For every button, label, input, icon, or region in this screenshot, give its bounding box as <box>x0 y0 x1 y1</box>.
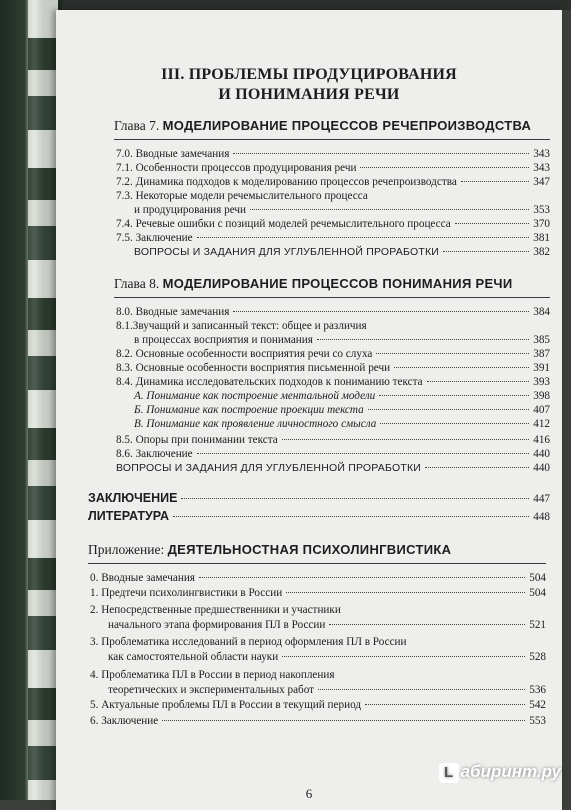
toc-entry[interactable]: 8.5. Опоры при понимании текста 416 <box>116 434 550 446</box>
toc-entry-line: 8.1.Звучащий и записанный текст: общее и различия <box>116 320 367 332</box>
toc-entry[interactable]: 7.5. Заключение 381 <box>116 232 550 244</box>
chapter-8-title: МОДЕЛИРОВАНИЕ ПРОЦЕССОВ ПОНИМАНИЯ РЕЧИ <box>162 276 513 291</box>
page-number: 6 <box>305 786 313 801</box>
toc-entry[interactable]: 6. Заключение 553 <box>90 715 546 727</box>
toc-entry[interactable]: 8.3. Основные особенности восприятия письменной речи 391 <box>116 362 550 374</box>
toc-entry[interactable]: В. Понимание как проявление личностного смысла 412 <box>134 418 550 430</box>
toc-entry[interactable]: ВОПРОСЫ И ЗАДАНИЯ ДЛЯ УГЛУБЛЕННОЙ ПРОРАБОТКИ 440 <box>116 462 550 474</box>
toc-entry-line: 4. Проблематика ПЛ в России в период накопления <box>90 669 335 681</box>
chapter-8-rule <box>114 297 550 298</box>
toc-entry[interactable]: 7.1. Особенности процессов продуцирования речи 343 <box>116 162 550 174</box>
chapter-8-prefix: Глава 8. <box>114 276 160 291</box>
toc-literature[interactable]: ЛИТЕРАТУРА 448 <box>88 509 550 523</box>
part-title-line1: III. ПРОБЛЕМЫ ПРОДУЦИРОВАНИЯ <box>161 66 457 83</box>
toc-entry[interactable]: 0. Вводные замечания 504 <box>90 572 546 584</box>
toc-conclusion[interactable]: ЗАКЛЮЧЕНИЕ 447 <box>88 491 550 505</box>
chapter-7-title: МОДЕЛИРОВАНИЕ ПРОЦЕССОВ РЕЧЕПРОИЗВОДСТВА <box>162 118 532 133</box>
chapter-7-prefix: Глава 7. <box>114 118 160 133</box>
toc-entry[interactable]: 1. Предтечи психолингвистики в России 504 <box>90 587 546 599</box>
appendix-title: ДЕЯТЕЛЬНОСТНАЯ ПСИХОЛИНГВИСТИКА <box>167 542 452 557</box>
appendix-heading <box>88 542 451 558</box>
toc-entry[interactable]: 7.2. Динамика подходов к моделированию процессов речепроизводства 347 <box>116 176 550 188</box>
toc-entry-line: 7.3. Некоторые модели речемыслительного процесса <box>116 190 368 202</box>
book-page <box>56 10 562 810</box>
book-cover-pattern <box>28 0 58 800</box>
chapter-7-rule <box>114 139 550 140</box>
toc-entry[interactable]: ВОПРОСЫ И ЗАДАНИЯ ДЛЯ УГЛУБЛЕННОЙ ПРОРАБОТКИ 382 <box>134 246 550 258</box>
toc-entry[interactable]: 8.4. Динамика исследовательских подходов к пониманию текста 393 <box>116 376 550 388</box>
toc-entry-line: 3. Проблематика исследований в период оформления ПЛ в России <box>90 636 407 648</box>
toc-entry[interactable]: 8.0. Вводные замечания 384 <box>116 306 550 318</box>
toc-entry[interactable]: 8.6. Заключение 440 <box>116 448 550 460</box>
watermark-text: абиринт.ру <box>460 762 561 781</box>
toc-entry[interactable]: теоретических и экспериментальных работ 536 <box>108 684 546 696</box>
appendix-rule <box>88 563 546 564</box>
toc-entry-line: 2. Непосредственные предшественники и участники <box>90 604 341 616</box>
appendix-prefix: Приложение: <box>88 542 165 557</box>
toc-entry[interactable]: 8.2. Основные особенности восприятия речи со слуха 387 <box>116 348 550 360</box>
toc-entry[interactable]: А. Понимание как построение ментальной модели 398 <box>134 390 550 402</box>
toc-entry[interactable]: начального этапа формирования ПЛ в России 521 <box>108 619 546 631</box>
toc-entry[interactable]: как самостоятельной области науки 528 <box>108 651 546 663</box>
toc-entry[interactable]: в процессах восприятия и понимания 385 <box>134 334 550 346</box>
toc-entry[interactable]: Б. Понимание как построение проекции текста 407 <box>134 404 550 416</box>
labirint-watermark <box>439 762 561 783</box>
toc-entry[interactable]: 7.0. Вводные замечания 343 <box>116 148 550 160</box>
toc-entry[interactable]: 7.4. Речевые ошибки с позиций моделей речемыслительного процесса 370 <box>116 218 550 230</box>
chapter-8-heading <box>114 276 513 292</box>
background-top <box>0 0 571 10</box>
toc-entry[interactable]: и продуцирования речи 353 <box>134 204 550 216</box>
labirint-logo-icon: L <box>439 763 459 783</box>
part-title-line2: И ПОНИМАНИЯ РЕЧИ <box>218 86 400 103</box>
chapter-7-heading <box>114 118 531 134</box>
toc-entry[interactable]: 5. Актуальные проблемы ПЛ в России в текущий период 542 <box>90 699 546 711</box>
